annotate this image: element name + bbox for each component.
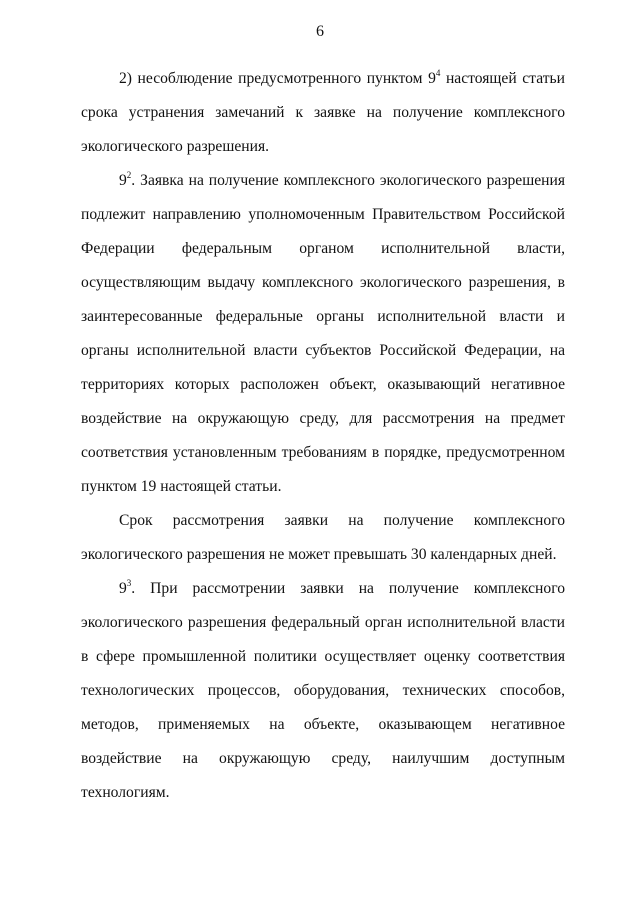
paragraph-text: Срок рассмотрения заявки на получение комплексного экологического разрешения не может превышать 30 календарных дней. xyxy=(81,512,565,563)
paragraph-clause-9-2 xyxy=(81,164,565,504)
paragraph-review-term xyxy=(81,504,565,572)
clause-number: 9 xyxy=(119,172,127,189)
paragraph-text: . При рассмотрении заявки на получение комплексного экологического разрешения федеральный орган исполнительной власти в сфере промышленной политики осуществляет оценку соответствия технологических процессов, оборудования, технических способов, методов, применяемых на объекте, оказывающем негативное воздействие на окружающую среду, наилучшим доступным технологиям. xyxy=(81,580,565,801)
paragraph-text-continued: настоящей статьи срока устранения замечаний к заявке на получение комплексного экологического разрешения. xyxy=(81,70,565,155)
superscript-index: 2 xyxy=(126,170,132,180)
paragraph-clause-9-3 xyxy=(81,572,565,810)
superscript-index: 4 xyxy=(435,68,441,78)
page-number: 6 xyxy=(316,23,324,40)
clause-number: 9 xyxy=(119,580,127,597)
paragraph-text: . Заявка на получение комплексного экологического разрешения подлежит направлению уполномоченным Правительством Российской Федерации федеральным органом исполнительной власти, осуществляющим выдачу комплексного экологического разрешения, в заинтересованные федеральные органы исполнительной власти и органы исполнительной власти субъектов Российской Федерации, на территориях которых расположен объект, оказывающий негативное воздействие на окружающую среду, для рассмотрения на предмет соответствия установленным требованиям в порядке, предусмотренном пунктом 19 настоящей статьи. xyxy=(81,172,565,495)
document-body xyxy=(81,62,565,810)
superscript-index: 3 xyxy=(126,578,132,588)
paragraph-item-2 xyxy=(81,62,565,164)
paragraph-text: 2) несоблюдение предусмотренного пунктом 9 xyxy=(119,70,436,87)
